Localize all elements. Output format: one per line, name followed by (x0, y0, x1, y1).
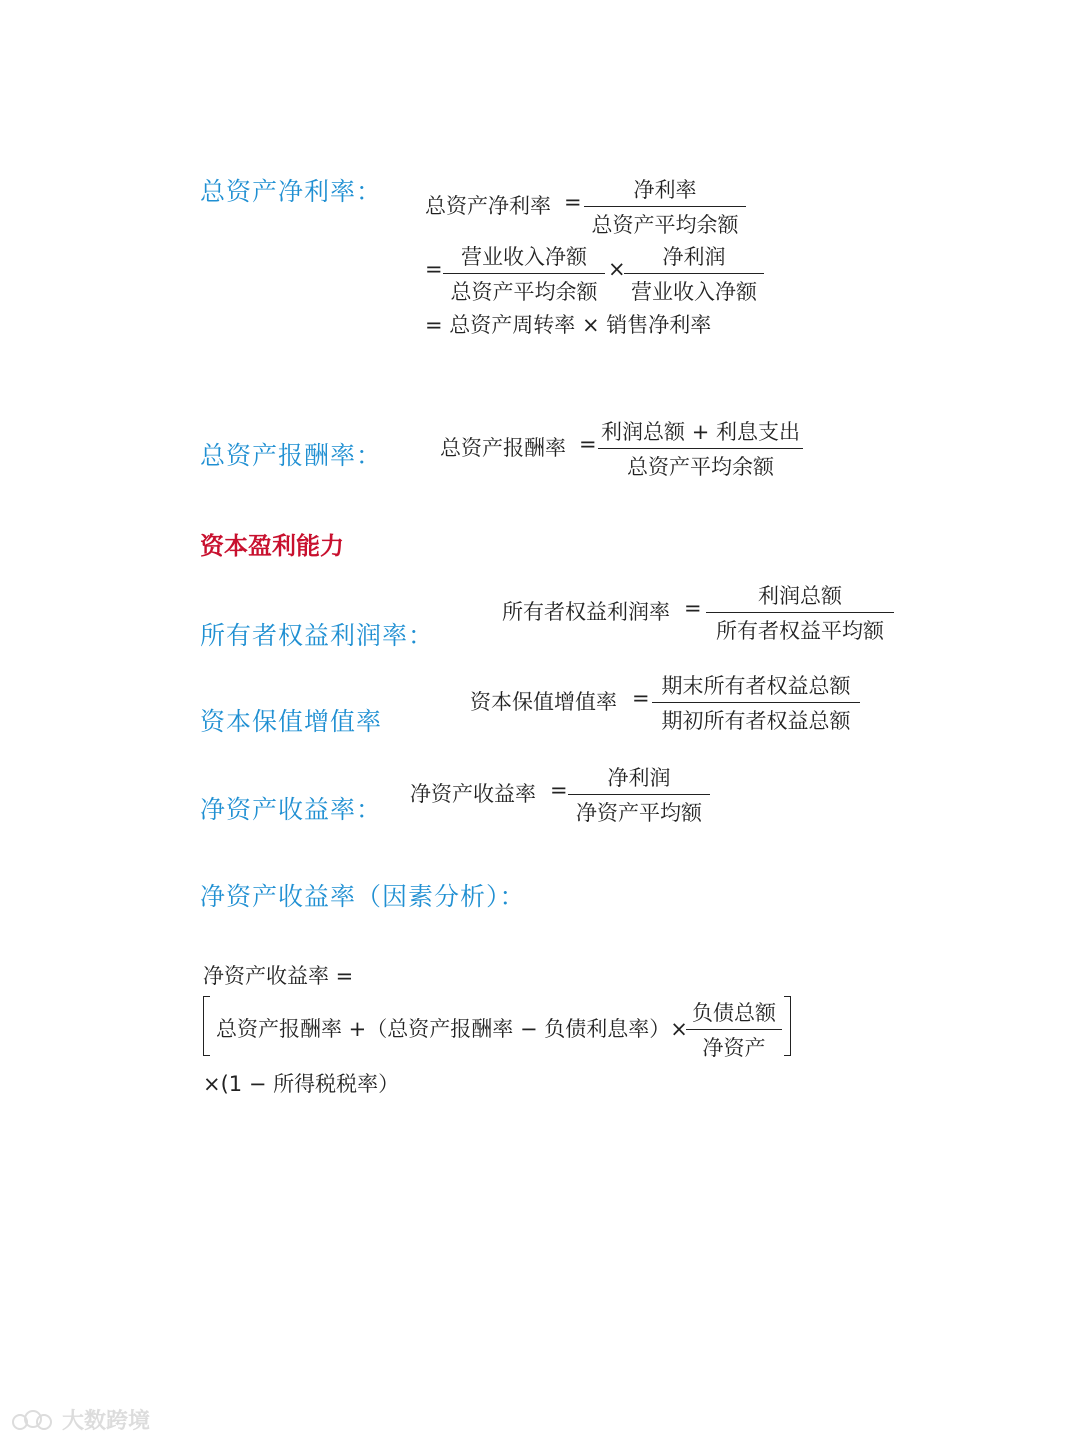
fraction (624, 241, 764, 306)
times-sign: × (608, 257, 626, 281)
watermark-text: 大数跨境 (62, 1409, 151, 1434)
fraction (652, 670, 860, 735)
numerator: 利润总额 (758, 584, 842, 608)
fraction (443, 241, 605, 306)
numerator: 净利率 (633, 178, 697, 202)
numerator: 净利润 (607, 766, 671, 790)
numerator: 利润总额 + 利息支出 (601, 420, 800, 444)
fraction (598, 416, 803, 481)
heading-total-asset-net-profit-rate: 总资产净利率： (200, 177, 383, 206)
watermark-logo-icon (12, 1408, 56, 1432)
fraction (568, 762, 710, 827)
formula-line: 净资产收益率 = (203, 964, 354, 988)
watermark (12, 1404, 150, 1435)
right-bracket (784, 996, 791, 1056)
denominator: 营业收入净额 (624, 273, 764, 306)
equals-sign: = (550, 778, 568, 802)
heading-roe-factor-analysis: 净资产收益率（因素分析）： (200, 882, 526, 911)
heading-owner-equity-profit-rate: 所有者权益利润率： (200, 621, 435, 650)
equals-sign: = (564, 190, 582, 214)
formula-lhs: 资本保值增值率 (470, 690, 617, 714)
equals-sign: = (684, 596, 702, 620)
heading-capital-preservation-rate: 资本保值增值率 (200, 707, 383, 736)
capital-profitability-heading: 资本盈利能力 (200, 532, 344, 560)
numerator: 净利润 (662, 245, 726, 269)
left-bracket (203, 996, 210, 1056)
equals-sign: = (425, 257, 443, 281)
denominator: 总资产平均余额 (584, 206, 746, 239)
heading-total-asset-return-rate: 总资产报酬率： (200, 441, 383, 470)
denominator: 所有者权益平均额 (706, 612, 894, 645)
denominator: 期初所有者权益总额 (652, 702, 860, 735)
formula-line: ×(1 − 所得税税率） (203, 1072, 400, 1096)
numerator: 营业收入净额 (461, 245, 587, 269)
formula-bracket-text: 总资产报酬率 +（总资产报酬率 − 负债利息率）× (216, 1017, 688, 1041)
fraction (706, 580, 894, 645)
formula-lhs: 所有者权益利润率 (502, 600, 670, 624)
numerator: 负债总额 (692, 1001, 776, 1025)
equals-sign: = (632, 686, 650, 710)
heading-roe: 净资产收益率： (200, 795, 383, 824)
formula-lhs: 总资产报酬率 (440, 436, 566, 460)
formula-lhs: 总资产净利率 (425, 194, 551, 218)
formula-line: = 总资产周转率 × 销售净利率 (425, 313, 712, 337)
numerator: 期末所有者权益总额 (661, 674, 851, 698)
denominator: 净资产 (686, 1029, 782, 1062)
equals-sign: = (579, 432, 597, 456)
denominator: 总资产平均余额 (598, 448, 803, 481)
fraction (584, 174, 746, 239)
formula-lhs: 净资产收益率 (410, 782, 536, 806)
denominator: 总资产平均余额 (443, 273, 605, 306)
denominator: 净资产平均额 (568, 794, 710, 827)
fraction (686, 997, 782, 1062)
